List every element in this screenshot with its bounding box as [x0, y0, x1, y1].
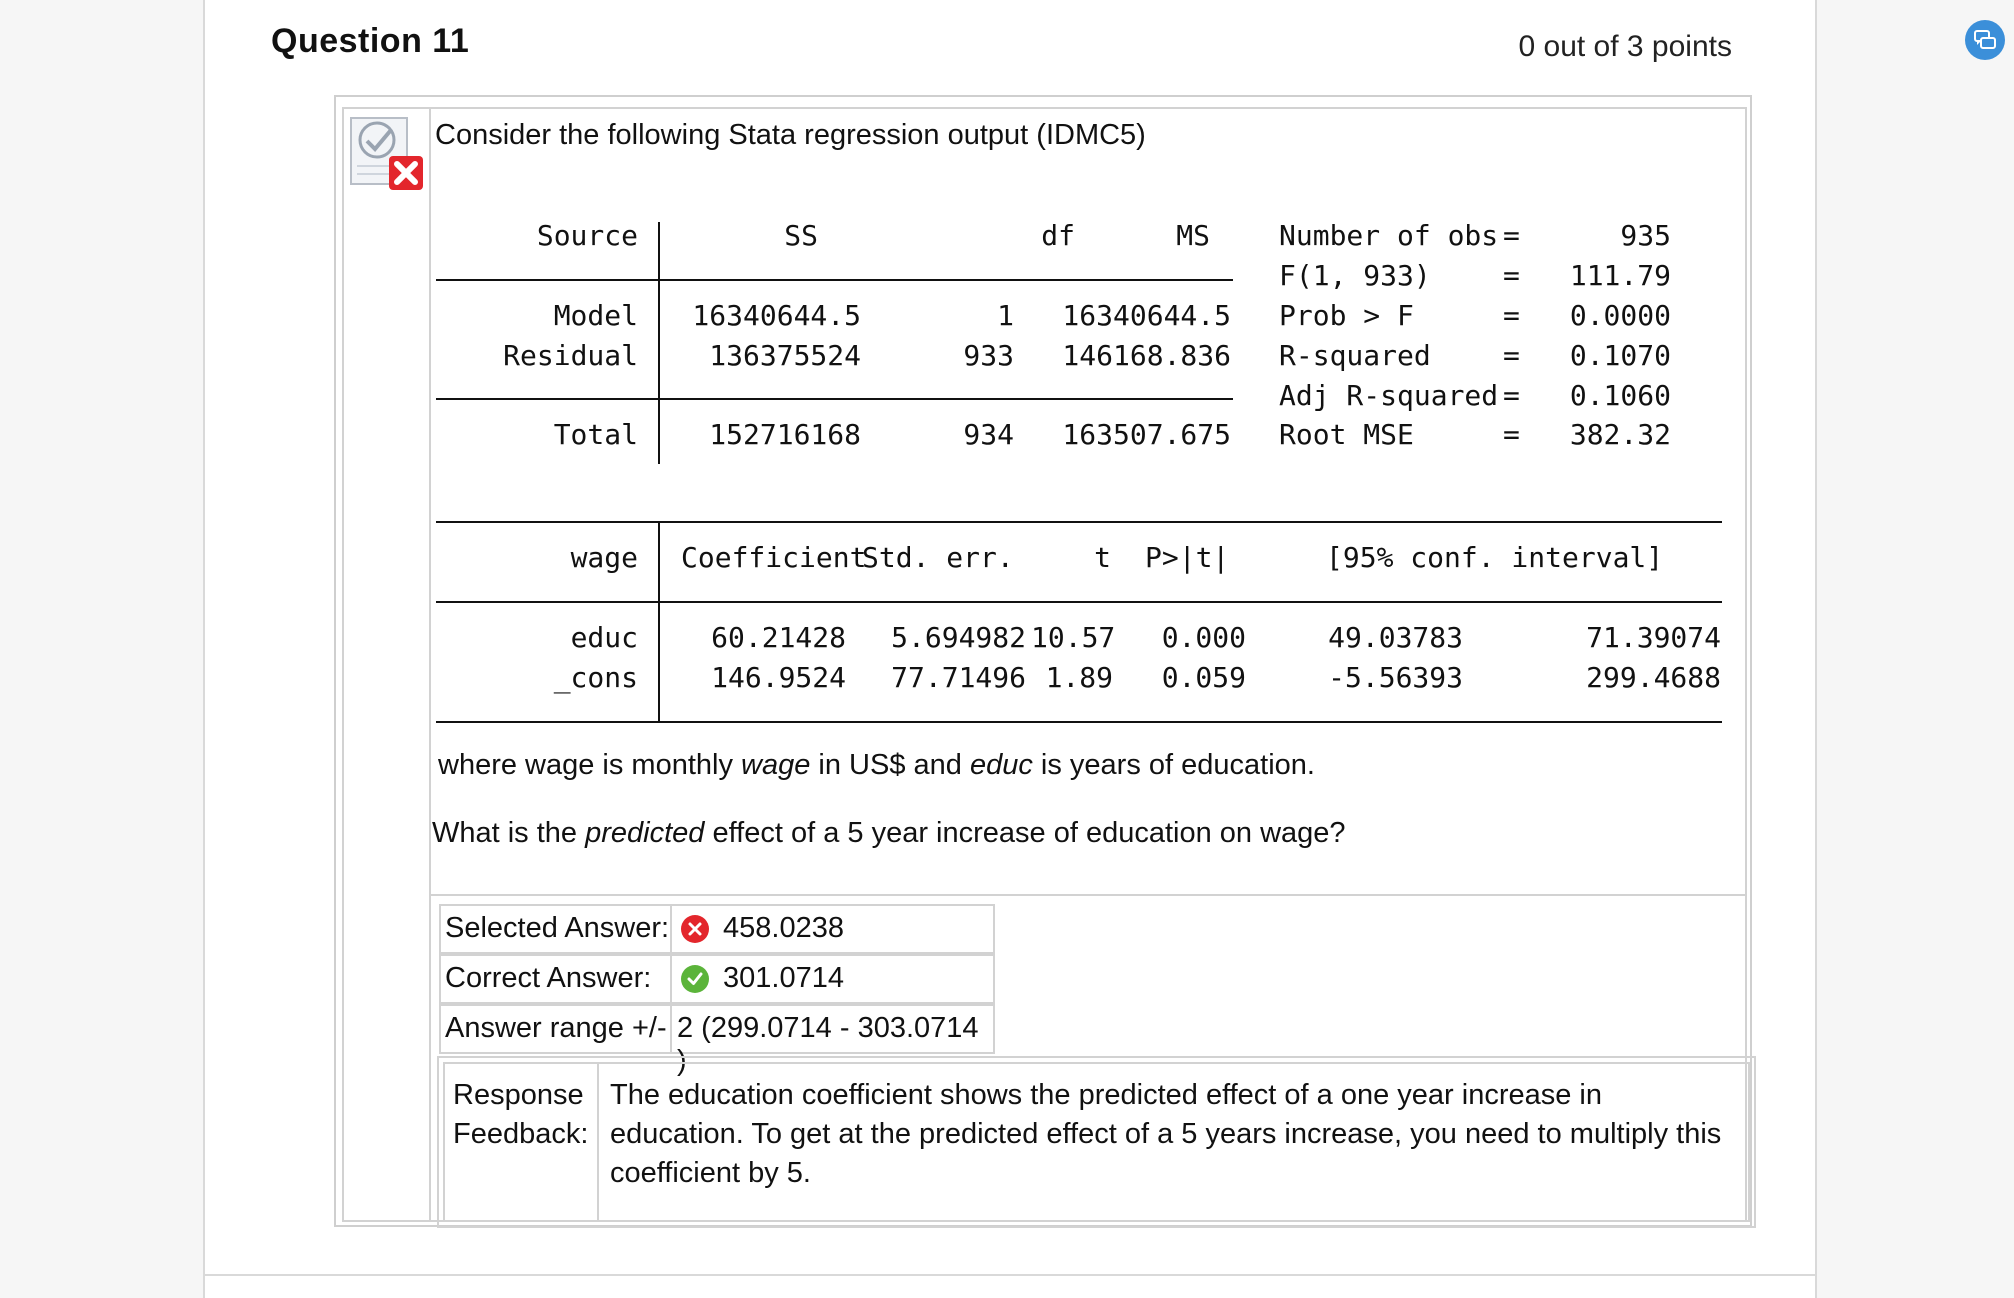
feedback-text: The education coefficient shows the predicted effect of a one year increase in education. To get at the predicted effect of a 5 years increase, you need to multiply this coefficient by 5. [610, 1079, 1722, 1189]
anova-vertical-rule [658, 222, 660, 464]
chat-icon [1973, 29, 1997, 51]
stat-label: Root MSE [1279, 418, 1414, 451]
row-separator [670, 1006, 672, 1052]
question-title: Question 11 [271, 22, 470, 60]
stat-value: 0.0000 [1569, 299, 1671, 332]
incorrect-question-icon [347, 114, 427, 194]
stat-value: 382.32 [1569, 418, 1671, 451]
feedback-box [443, 1062, 1750, 1222]
stat-label: F(1, 933) [1279, 259, 1431, 292]
coef-header-depvar: wage [570, 541, 638, 574]
anova-header-ms: MS [1176, 219, 1210, 252]
row-separator [670, 906, 672, 952]
stat-label: Number of obs [1279, 219, 1499, 252]
coef-header-stderr: Std. err. [862, 541, 1014, 574]
anova-model-source: Model [553, 299, 638, 332]
stat-value: 111.79 [1569, 259, 1671, 292]
selected-answer-row [439, 904, 995, 954]
coef-header-pvalue: P>|t| [1145, 541, 1230, 574]
anova-header-source: Source [536, 219, 638, 252]
correct-answer-label: Correct Answer: [445, 962, 652, 994]
coef-bottom-rule [436, 721, 1722, 723]
row-separator [670, 956, 672, 1002]
coef-cons-ci-high: 299.4688 [1586, 661, 1721, 694]
answer-divider [431, 894, 1745, 896]
stat-equals: = [1503, 219, 1520, 252]
coef-educ-ci-low: 49.03783 [1328, 621, 1463, 654]
stat-equals: = [1503, 299, 1520, 332]
incorrect-icon [681, 915, 709, 943]
stat-value: 0.1070 [1569, 339, 1671, 372]
anova-residual-source: Residual [503, 339, 638, 372]
coef-educ-p: 0.000 [1161, 621, 1246, 654]
coef-top-rule [436, 521, 1722, 523]
feedback-label: Response Feedback: [453, 1079, 589, 1150]
anova-total-rule [436, 398, 1233, 400]
correct-answer-row [439, 954, 995, 1004]
feedback-separator [597, 1064, 599, 1220]
coef-cons-p: 0.059 [1161, 661, 1246, 694]
question-separator [205, 1274, 1815, 1276]
selected-answer-text: 458.0238 [723, 912, 844, 944]
coef-vertical-rule [658, 521, 660, 723]
coef-educ-coef: 60.21428 [711, 621, 846, 654]
stat-label: Prob > F [1279, 299, 1414, 332]
response-feedback [437, 1056, 1756, 1228]
selected-answer-value [681, 912, 844, 945]
stat-equals: = [1503, 339, 1520, 372]
stat-equals: = [1503, 379, 1520, 412]
question-frame [334, 95, 1752, 1227]
anova-total-source: Total [553, 418, 638, 451]
answer-range-row [439, 1004, 995, 1077]
anova-header-ss: SS [784, 219, 818, 252]
stat-value: 0.1060 [1569, 379, 1671, 412]
question-points: 0 out of 3 points [1518, 30, 1732, 63]
anova-header-rule [436, 279, 1233, 281]
anova-total-ms: 163507.675 [1062, 418, 1231, 451]
coef-cons-ci-low: -5.56393 [1328, 661, 1463, 694]
stat-label: R-squared [1279, 339, 1431, 372]
question-content [431, 109, 1745, 1220]
answer-table [439, 904, 995, 1077]
coef-educ-var: educ [570, 621, 638, 654]
correct-answer-value [681, 962, 844, 995]
stat-value: 935 [1620, 219, 1671, 252]
answer-range-text: 2 (299.0714 - 303.0714 ) [677, 1012, 979, 1077]
coef-cons-coef: 146.9524 [711, 661, 846, 694]
coef-cons-t: 1.89 [1045, 661, 1113, 694]
coef-educ-t: 10.57 [1031, 621, 1116, 654]
anova-model-df: 1 [997, 299, 1014, 332]
anova-header-df: df [1041, 219, 1075, 252]
coef-header-t: t [1094, 541, 1111, 574]
anova-model-ss: 16340644.5 [692, 299, 861, 332]
selected-answer-label: Selected Answer: [445, 912, 670, 944]
coef-educ-se: 5.694982 [891, 621, 1026, 654]
coef-educ-ci-high: 71.39074 [1586, 621, 1721, 654]
variable-description: where wage is monthly wage in US$ and educ is years of education. [438, 749, 1315, 781]
question-ask: What is the predicted effect of a 5 year increase of education on wage? [432, 817, 1346, 849]
correct-answer-text: 301.0714 [723, 962, 844, 994]
anova-total-df: 934 [963, 418, 1014, 451]
stat-equals: = [1503, 259, 1520, 292]
status-gutter [344, 109, 431, 1220]
coef-cons-se: 77.71496 [891, 661, 1026, 694]
coef-cons-var: _cons [553, 661, 638, 694]
anova-residual-ms: 146168.836 [1062, 339, 1231, 372]
anova-residual-df: 933 [963, 339, 1014, 372]
stat-equals: = [1503, 418, 1520, 451]
answer-range-label: Answer range +/- [445, 1012, 667, 1044]
coef-header-coefficient: Coefficient [681, 541, 867, 574]
coef-header-ci: [95% conf. interval] [1326, 541, 1664, 574]
chat-button[interactable] [1965, 20, 2005, 60]
anova-model-ms: 16340644.5 [1062, 299, 1231, 332]
question-prompt: Consider the following Stata regression output (IDMC5) [435, 119, 1146, 151]
page-panel [203, 0, 1817, 1298]
stat-label: Adj R-squared [1279, 379, 1499, 412]
coef-header-rule [436, 601, 1722, 603]
correct-check-icon [681, 965, 709, 993]
anova-total-ss: 152716168 [709, 418, 861, 451]
question-body [342, 107, 1747, 1222]
anova-residual-ss: 136375524 [709, 339, 861, 372]
